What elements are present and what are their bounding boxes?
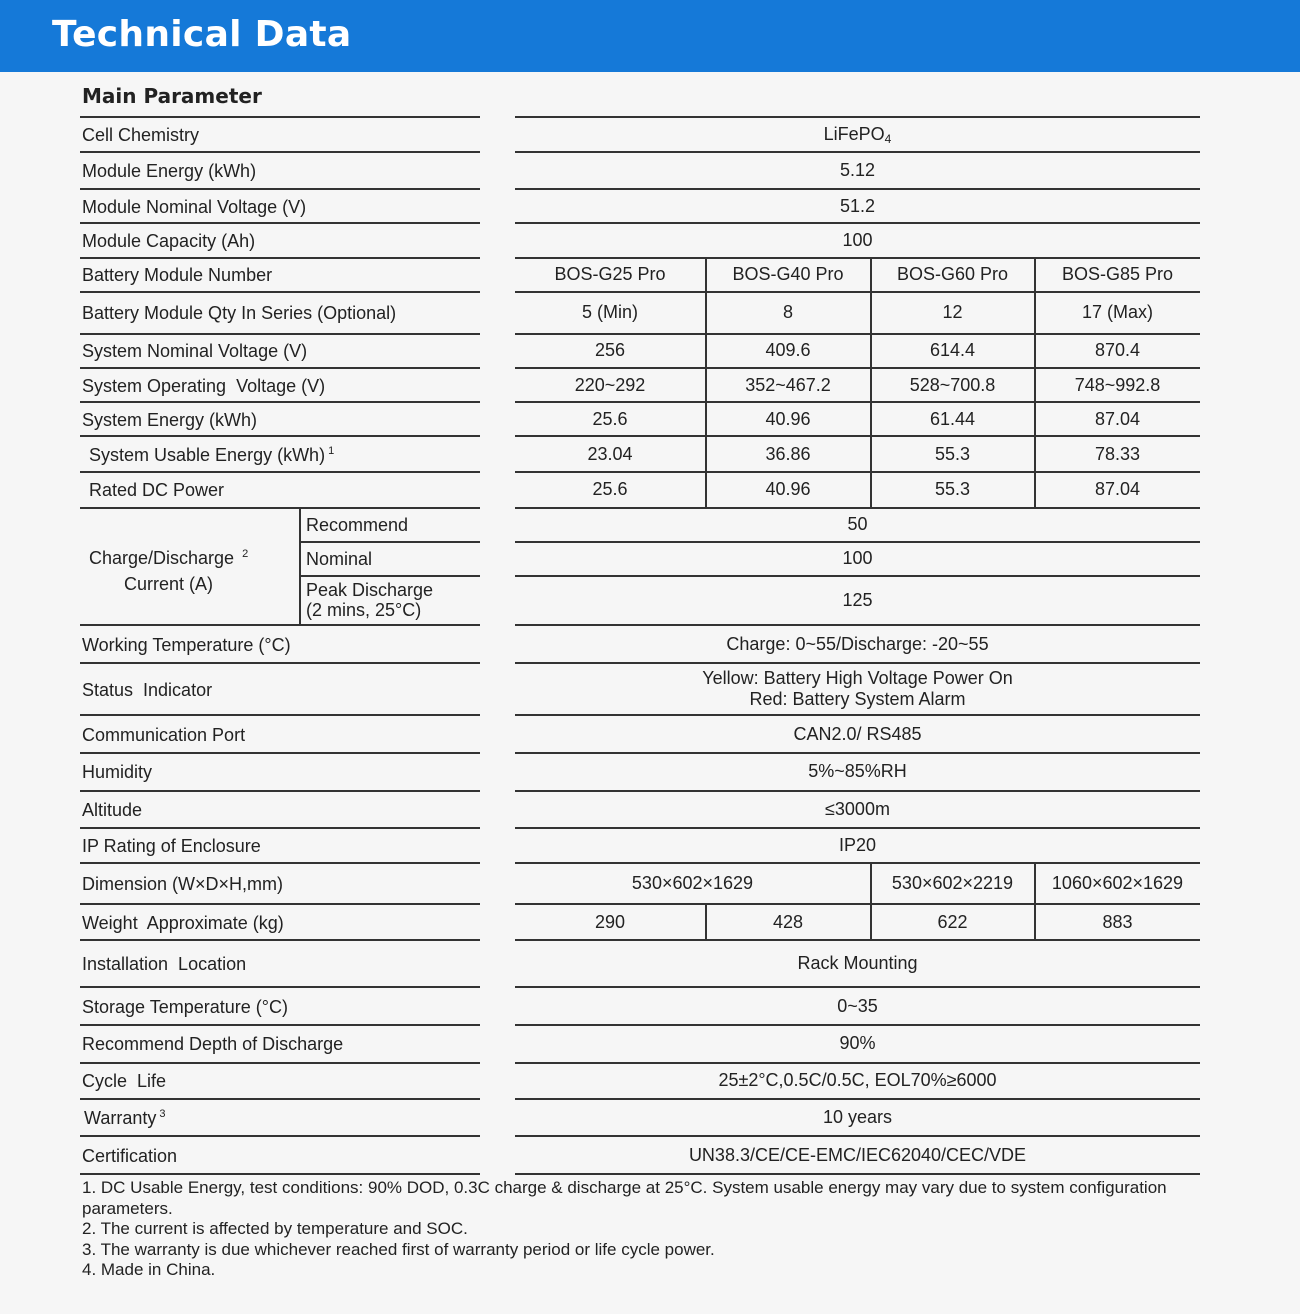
group-label: Current (A) xyxy=(124,574,214,594)
row-divider xyxy=(80,752,480,754)
footnote: 1. DC Usable Energy, test conditions: 90% DOD, 0.3C charge & discharge at 25°C. System usable energy may vary due to system configuration parameters. xyxy=(82,1178,1167,1218)
cell-value: 530×602×2219 xyxy=(891,873,1014,893)
row-divider xyxy=(80,435,480,437)
row-divider xyxy=(80,188,480,190)
row-divider xyxy=(80,222,480,224)
row-label: Cell Chemistry xyxy=(82,125,200,145)
row-divider xyxy=(515,257,1200,259)
footnote-marker: 3 xyxy=(159,1108,166,1120)
row-divider xyxy=(515,151,1200,153)
cell-value: 748~992.8 xyxy=(1074,375,1161,395)
row-divider xyxy=(80,1098,480,1100)
row-divider xyxy=(80,1062,480,1064)
row-divider xyxy=(515,1024,1200,1026)
sub-label: (2 mins, 25°C) xyxy=(306,600,422,620)
row-value: 25±2°C,0.5C/0.5C, EOL70%≥6000 xyxy=(718,1070,997,1090)
footnote: 4. Made in China. xyxy=(82,1260,216,1279)
row-divider xyxy=(80,257,480,259)
row-divider xyxy=(515,1135,1200,1137)
footnote-marker: 1 xyxy=(328,445,335,457)
cell-value: 428 xyxy=(772,912,804,932)
row-divider xyxy=(80,1024,480,1026)
row-label: Altitude xyxy=(82,800,143,820)
row-divider xyxy=(515,752,1200,754)
cell-value: 40.96 xyxy=(765,479,811,499)
row-value: Charge: 0~55/Discharge: -20~55 xyxy=(726,634,989,654)
row-divider xyxy=(515,291,1200,293)
row-value: 5.12 xyxy=(839,160,876,180)
row-value: 5%~85%RH xyxy=(808,761,907,781)
model-header: BOS-G60 Pro xyxy=(896,264,1009,284)
footnotes xyxy=(82,1178,1202,1281)
row-divider xyxy=(515,1173,1200,1175)
cell-value: 87.04 xyxy=(1094,409,1141,429)
cell-value: 23.04 xyxy=(587,444,633,464)
row-divider xyxy=(300,541,480,543)
cell-value: 290 xyxy=(594,912,626,932)
cell-value: 25.6 xyxy=(592,409,628,429)
cell-value: 36.86 xyxy=(765,444,811,464)
row-divider xyxy=(80,367,480,369)
row-divider xyxy=(515,333,1200,335)
row-divider xyxy=(515,1062,1200,1064)
row-label: Certification xyxy=(82,1146,178,1166)
column-divider xyxy=(299,508,301,625)
row-label: Module Energy (kWh) xyxy=(82,161,257,181)
row-label: Humidity xyxy=(82,762,153,782)
row-divider xyxy=(515,541,1200,543)
row-divider xyxy=(515,790,1200,792)
row-value: UN38.3/CE/CE-EMC/IEC62040/CEC/VDE xyxy=(688,1145,1027,1165)
row-divider xyxy=(515,986,1200,988)
row-label: Recommend Depth of Discharge xyxy=(82,1034,344,1054)
cell-value: 55.3 xyxy=(934,479,971,499)
row-label xyxy=(84,1107,165,1129)
label-text: Charge/Discharge xyxy=(89,548,235,568)
cell-value: 622 xyxy=(937,912,968,932)
cell-value: 883 xyxy=(1102,912,1133,932)
row-divider xyxy=(80,471,480,473)
cell-value: 352~467.2 xyxy=(745,375,831,395)
subscript: 4 xyxy=(884,132,892,146)
row-divider xyxy=(80,662,480,664)
row-divider xyxy=(80,291,480,293)
row-label xyxy=(89,444,334,466)
sub-label: Peak Discharge xyxy=(306,580,434,600)
row-divider xyxy=(80,624,480,626)
cell-value: 25.6 xyxy=(592,479,628,499)
footnote: 2. The current is affected by temperature and SOC. xyxy=(82,1219,468,1238)
sub-label: Recommend xyxy=(306,515,409,535)
row-divider xyxy=(80,903,480,905)
row-divider xyxy=(515,222,1200,224)
row-divider xyxy=(515,401,1200,403)
row-value: 50 xyxy=(847,514,868,534)
row-value: 90% xyxy=(839,1033,876,1053)
row-label: Battery Module Number xyxy=(82,265,273,285)
row-label: System Nominal Voltage (V) xyxy=(82,341,308,361)
row-divider xyxy=(80,790,480,792)
row-value: IP20 xyxy=(838,835,877,855)
row-label: Communication Port xyxy=(82,725,246,745)
row-divider xyxy=(80,1173,480,1175)
row-value: 100 xyxy=(842,548,873,568)
row-divider xyxy=(80,333,480,335)
row-value: CAN2.0/ RS485 xyxy=(793,724,922,744)
row-divider xyxy=(515,862,1200,864)
cell-value: 8 xyxy=(782,302,793,322)
row-divider xyxy=(515,1098,1200,1100)
row-label: Rated DC Power xyxy=(89,480,225,500)
cell-value: 12 xyxy=(942,302,963,322)
row-label: Installation Location xyxy=(82,954,247,974)
row-divider xyxy=(300,575,480,577)
row-value: Yellow: Battery High Voltage Power On xyxy=(702,668,1013,688)
row-label: Module Capacity (Ah) xyxy=(82,231,256,251)
row-label: Storage Temperature (°C) xyxy=(82,997,288,1017)
model-header: BOS-G85 Pro xyxy=(1061,264,1174,284)
row-value: Rack Mounting xyxy=(797,953,918,973)
row-value: 100 xyxy=(842,230,873,250)
row-value: 125 xyxy=(842,590,873,610)
row-divider xyxy=(515,939,1200,941)
row-divider xyxy=(515,575,1200,577)
row-divider xyxy=(80,1135,480,1137)
row-divider xyxy=(80,116,480,118)
row-value: ≤3000m xyxy=(825,799,890,819)
row-divider xyxy=(515,367,1200,369)
cell-value: 530×602×1629 xyxy=(631,873,754,893)
row-label: System Operating Voltage (V) xyxy=(82,376,326,396)
row-label: Cycle Life xyxy=(82,1071,167,1091)
row-divider xyxy=(515,903,1200,905)
row-label: Module Nominal Voltage (V) xyxy=(82,197,307,217)
cell-value: 614.4 xyxy=(929,340,976,360)
cell-value: 409.6 xyxy=(765,340,811,360)
row-divider xyxy=(80,862,480,864)
row-divider xyxy=(515,662,1200,664)
row-divider xyxy=(515,507,1200,509)
value-text: LiFePO xyxy=(823,124,885,144)
row-label: Battery Module Qty In Series (Optional) xyxy=(82,303,397,323)
cell-value: 220~292 xyxy=(574,375,646,395)
row-value: Red: Battery System Alarm xyxy=(749,689,966,709)
cell-value: 17 (Max) xyxy=(1081,302,1153,322)
label-text: Warranty xyxy=(84,1108,157,1128)
cell-value: 40.96 xyxy=(765,409,811,429)
row-label: Dimension (W×D×H,mm) xyxy=(82,874,284,894)
group-label xyxy=(89,547,248,569)
row-value: 0~35 xyxy=(837,996,878,1016)
row-label: System Energy (kWh) xyxy=(82,410,258,430)
row-divider xyxy=(80,151,480,153)
label-text: System Usable Energy (kWh) xyxy=(89,445,326,465)
section-title: Main Parameter xyxy=(82,84,262,108)
row-divider xyxy=(80,507,480,509)
cell-value: 256 xyxy=(594,340,626,360)
row-divider xyxy=(515,624,1200,626)
cell-value: 870.4 xyxy=(1094,340,1141,360)
cell-value: 87.04 xyxy=(1094,479,1141,499)
footnote-marker: 2 xyxy=(242,548,249,560)
cell-value: 61.44 xyxy=(929,409,976,429)
row-label: Weight Approximate (kg) xyxy=(82,913,284,933)
cell-value: 55.3 xyxy=(934,444,971,464)
row-value: 51.2 xyxy=(839,196,876,216)
row-divider xyxy=(80,714,480,716)
row-divider xyxy=(80,986,480,988)
cell-value: 78.33 xyxy=(1094,444,1141,464)
row-divider xyxy=(515,435,1200,437)
row-divider xyxy=(515,827,1200,829)
model-header: BOS-G40 Pro xyxy=(732,264,844,284)
cell-value: 5 (Min) xyxy=(581,302,638,322)
page-title: Technical Data xyxy=(52,14,352,55)
row-label: Status Indicator xyxy=(82,680,213,700)
row-divider xyxy=(515,116,1200,118)
row-divider xyxy=(515,714,1200,716)
row-label: Working Temperature (°C) xyxy=(82,635,291,655)
row-divider xyxy=(80,827,480,829)
row-divider xyxy=(515,471,1200,473)
row-value xyxy=(515,124,1200,147)
sub-label: Nominal xyxy=(306,549,373,569)
page-header xyxy=(0,0,1300,72)
row-label: IP Rating of Enclosure xyxy=(82,836,261,856)
row-value: 10 years xyxy=(822,1107,893,1127)
cell-value: 1060×602×1629 xyxy=(1051,873,1184,893)
row-divider xyxy=(80,401,480,403)
model-header: BOS-G25 Pro xyxy=(554,264,666,284)
cell-value: 528~700.8 xyxy=(909,375,996,395)
footnote: 3. The warranty is due whichever reached first of warranty period or life cycle power. xyxy=(82,1239,715,1259)
row-divider xyxy=(80,939,480,941)
row-divider xyxy=(515,188,1200,190)
